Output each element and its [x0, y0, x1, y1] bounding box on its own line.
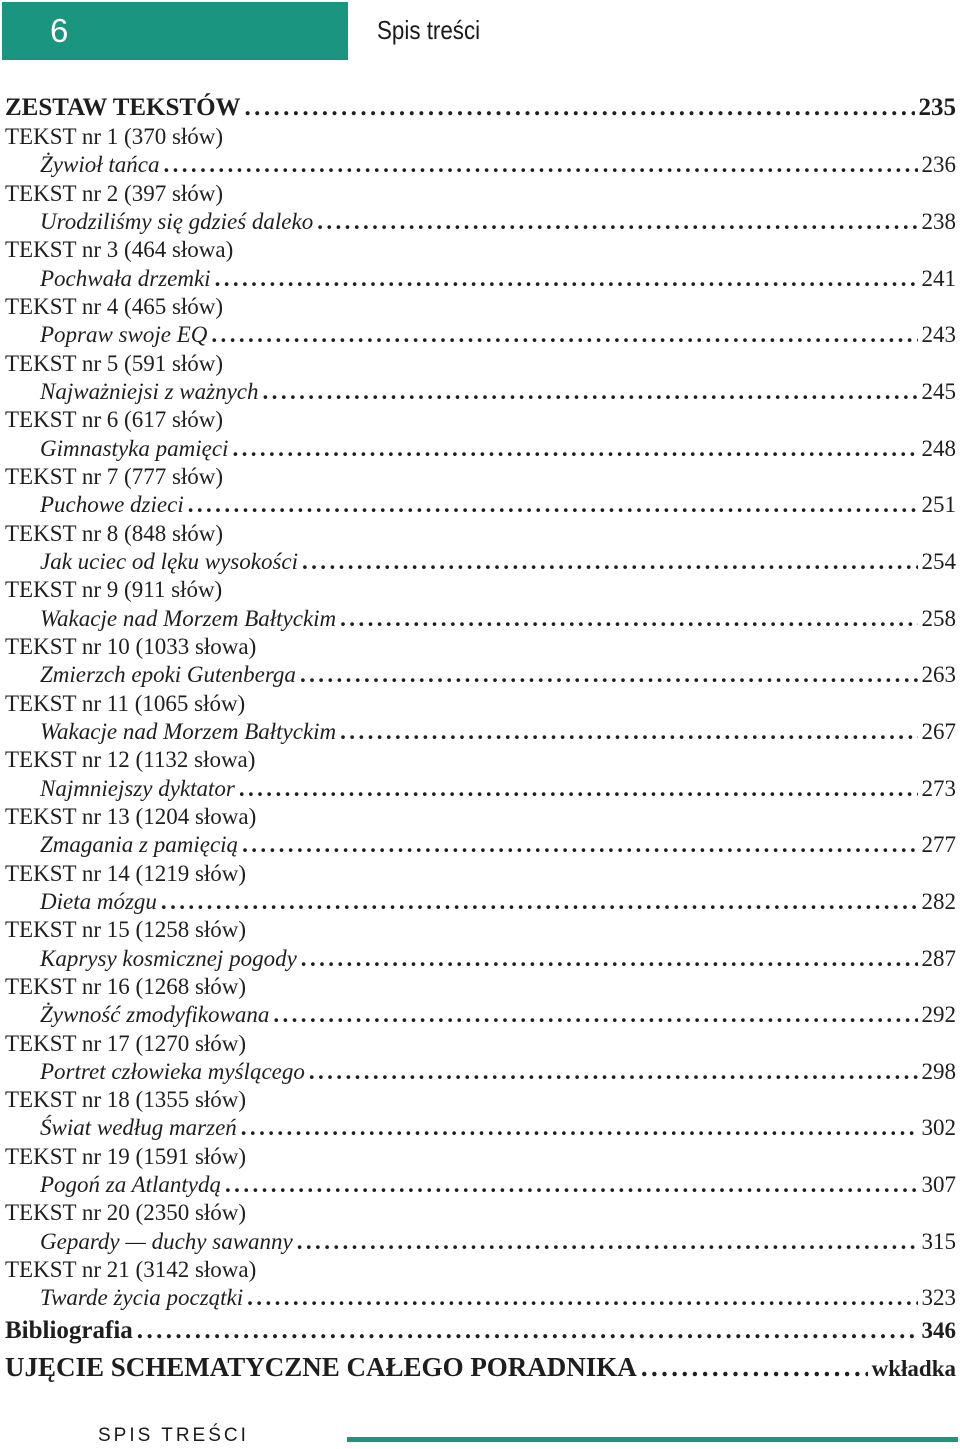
toc-entry-row[interactable]	[5, 378, 956, 406]
toc-text-heading-label: TEKST nr 16 (1268 słów)	[5, 973, 247, 999]
toc-page-number: 245	[921, 378, 956, 404]
toc-page-number: 323	[921, 1285, 956, 1311]
dot-leader	[225, 1171, 917, 1199]
toc-text-heading	[5, 690, 956, 718]
toc-entry-row[interactable]	[5, 945, 956, 973]
toc-entry-title: Wakacje nad Morzem Bałtyckim	[40, 605, 337, 631]
toc-page-number: 346	[921, 1317, 956, 1343]
toc-entry-row[interactable]	[5, 605, 956, 633]
toc-page-number: 307	[921, 1172, 956, 1198]
toc-page-number: 248	[921, 435, 956, 461]
toc-page-number: 273	[921, 775, 956, 801]
toc-entry-title: Zmierzch epoki Gutenberga	[40, 662, 296, 688]
dot-leader	[641, 1349, 868, 1385]
toc-entry-row[interactable]	[5, 718, 956, 746]
dot-leader	[273, 1001, 917, 1029]
toc-text-heading-label: TEKST nr 18 (1355 słów)	[5, 1087, 247, 1113]
toc-page-number: 277	[921, 832, 956, 858]
toc-text-heading	[5, 236, 956, 264]
toc-entry-title: Gimnastyka pamięci	[40, 435, 229, 461]
toc-entry-row[interactable]	[5, 435, 956, 463]
toc-text-heading-label: TEKST nr 20 (2350 słów)	[5, 1200, 247, 1226]
toc-entry-row[interactable]	[5, 775, 956, 803]
toc-entry-row[interactable]	[5, 1001, 956, 1029]
dot-leader	[163, 151, 917, 179]
toc-text-heading	[5, 1086, 956, 1114]
toc-text-heading	[5, 633, 956, 661]
dot-leader	[161, 888, 918, 916]
toc-bibliography-label: Bibliografia	[5, 1316, 133, 1344]
toc-entry-row[interactable]	[5, 1114, 956, 1142]
page-number-box	[2, 2, 348, 60]
toc-text-heading	[5, 463, 956, 491]
footer-title: SPIS TREŚCI	[98, 1425, 249, 1446]
toc-page-number: 235	[918, 94, 956, 121]
toc-entry-row[interactable]	[5, 491, 956, 519]
toc-page-number: 251	[921, 492, 956, 518]
toc-entry-title: Najważniejsi z ważnych	[40, 378, 259, 404]
dot-leader	[247, 1284, 917, 1312]
toc-text-heading-label: TEKST nr 6 (617 słów)	[5, 407, 224, 433]
toc-entry-row[interactable]	[5, 1284, 956, 1312]
toc-section-title: ZESTAW TEKSTÓW	[5, 94, 241, 121]
dot-leader	[317, 208, 917, 236]
toc-text-heading-label: TEKST nr 15 (1258 słów)	[5, 917, 247, 943]
toc-page-number: 254	[921, 548, 956, 574]
toc-entry-row[interactable]	[5, 208, 956, 236]
toc-page-number: 258	[921, 605, 956, 631]
toc-page-number: 302	[921, 1115, 956, 1141]
toc-page-number: wkładka	[871, 1355, 956, 1381]
toc-page-number: 267	[921, 718, 956, 744]
dot-leader	[340, 605, 917, 633]
toc-entry-row[interactable]	[5, 831, 956, 859]
toc-text-heading	[5, 1256, 956, 1284]
toc-entry-title: Wakacje nad Morzem Bałtyckim	[40, 718, 337, 744]
toc-page-number: 238	[921, 208, 956, 234]
toc-text-heading-label: TEKST nr 12 (1132 słowa)	[5, 747, 256, 773]
toc-text-heading-label: TEKST nr 14 (1219 słów)	[5, 860, 247, 886]
toc-section-row[interactable]	[5, 92, 956, 123]
dot-leader	[215, 265, 918, 293]
toc-entry-title: Świat według marzeń	[40, 1115, 237, 1141]
toc-text-heading-label: TEKST nr 4 (465 słów)	[5, 293, 224, 319]
toc-page-number: 243	[921, 322, 956, 348]
toc-schematic-label: UJĘCIE SCHEMATYCZNE CAŁEGO PORADNIKA	[5, 1351, 637, 1382]
dot-leader	[297, 1228, 918, 1256]
toc-page-number: 298	[921, 1058, 956, 1084]
toc-entry-row[interactable]	[5, 661, 956, 689]
toc-entry-title: Żywioł tańca	[40, 152, 160, 178]
dot-leader	[188, 491, 918, 519]
toc-entry-row[interactable]	[5, 321, 956, 349]
toc-text-heading	[5, 973, 956, 1001]
dot-leader	[232, 435, 917, 463]
toc-page-number: 282	[921, 888, 956, 914]
toc-text-heading	[5, 123, 956, 151]
toc-text-heading	[5, 576, 956, 604]
dot-leader	[263, 378, 918, 406]
toc-page-number: 263	[921, 662, 956, 688]
dot-leader	[239, 775, 918, 803]
dot-leader	[241, 1114, 918, 1142]
toc-entry-row[interactable]	[5, 1171, 956, 1199]
dot-leader	[242, 831, 917, 859]
toc-text-heading-label: TEKST nr 9 (911 słów)	[5, 577, 223, 603]
toc-text-heading	[5, 180, 956, 208]
toc-text-heading-label: TEKST nr 2 (397 słów)	[5, 180, 224, 206]
toc-entry-title: Pochwała drzemki	[40, 265, 211, 291]
toc-entry-title: Gepardy — duchy sawanny	[40, 1228, 293, 1254]
toc-text-heading-label: TEKST nr 8 (848 słów)	[5, 520, 224, 546]
toc-entry-row[interactable]	[5, 151, 956, 179]
toc-text-heading-label: TEKST nr 3 (464 słowa)	[5, 237, 234, 263]
toc-entry-row[interactable]	[5, 1058, 956, 1086]
toc-schematic-row[interactable]	[5, 1349, 956, 1385]
toc-text-heading	[5, 520, 956, 548]
toc-text-heading-label: TEKST nr 5 (591 słów)	[5, 350, 224, 376]
toc-entry-title: Kaprysy kosmicznej pogody	[40, 945, 297, 971]
toc-entry-title: Jak uciec od lęku wysokości	[40, 548, 298, 574]
toc-page-number: 287	[921, 945, 956, 971]
toc-entry-title: Pogoń za Atlantydą	[40, 1172, 222, 1198]
footer-accent-bar	[347, 1437, 958, 1442]
toc-text-heading	[5, 1143, 956, 1171]
toc-entry-row[interactable]	[5, 265, 956, 293]
toc-text-heading-label: TEKST nr 19 (1591 słów)	[5, 1143, 247, 1169]
toc-text-heading	[5, 350, 956, 378]
toc-text-heading	[5, 1030, 956, 1058]
toc-entry-title: Urodziliśmy się gdzieś daleko	[40, 208, 314, 234]
toc-text-heading	[5, 860, 956, 888]
toc-entry-title: Portret człowieka myślącego	[40, 1058, 305, 1084]
toc-text-list	[5, 123, 956, 1313]
toc-text-heading	[5, 406, 956, 434]
toc-page-number: 236	[921, 152, 956, 178]
dot-leader	[211, 321, 917, 349]
toc-text-heading	[5, 293, 956, 321]
toc-entry-title: Twarde życia początki	[40, 1285, 244, 1311]
toc-text-heading	[5, 1199, 956, 1227]
page-header-title: Spis treści	[377, 15, 481, 45]
toc-entry-title: Puchowe dzieci	[40, 492, 184, 518]
dot-leader	[137, 1313, 918, 1349]
toc-bibliography-row[interactable]	[5, 1313, 956, 1349]
dot-leader	[245, 92, 915, 123]
toc-page-number: 315	[921, 1228, 956, 1254]
toc-text-heading	[5, 803, 956, 831]
toc-text-heading-label: TEKST nr 7 (777 słów)	[5, 463, 224, 489]
dot-leader	[300, 661, 918, 689]
page-number: 6	[50, 12, 69, 49]
toc-text-heading-label: TEKST nr 11 (1065 słów)	[5, 690, 246, 716]
toc-entry-title: Najmniejszy dyktator	[40, 775, 235, 801]
dot-leader	[309, 1058, 918, 1086]
toc-text-heading-label: TEKST nr 1 (370 słów)	[5, 124, 224, 149]
toc-entry-title: Żywność zmodyfikowana	[40, 1002, 270, 1028]
toc-text-heading-label: TEKST nr 13 (1204 słowa)	[5, 803, 257, 829]
dot-leader	[340, 718, 917, 746]
dot-leader	[302, 548, 918, 576]
toc-text-heading-label: TEKST nr 10 (1033 słowa)	[5, 633, 257, 659]
dot-leader	[301, 945, 918, 973]
toc-page-number: 241	[921, 265, 956, 291]
toc-entry-row[interactable]	[5, 548, 956, 576]
toc-text-heading	[5, 916, 956, 944]
toc-text-heading-label: TEKST nr 17 (1270 słów)	[5, 1030, 247, 1056]
table-of-contents	[5, 92, 956, 1385]
toc-entry-row[interactable]	[5, 888, 956, 916]
toc-entry-row[interactable]	[5, 1228, 956, 1256]
toc-entry-title: Popraw swoje EQ	[40, 322, 208, 348]
toc-entry-title: Dieta mózgu	[40, 888, 157, 914]
toc-text-heading	[5, 746, 956, 774]
toc-page-number: 292	[921, 1002, 956, 1028]
toc-text-heading-label: TEKST nr 21 (3142 słowa)	[5, 1257, 257, 1283]
toc-entry-title: Zmagania z pamięcią	[40, 832, 239, 858]
